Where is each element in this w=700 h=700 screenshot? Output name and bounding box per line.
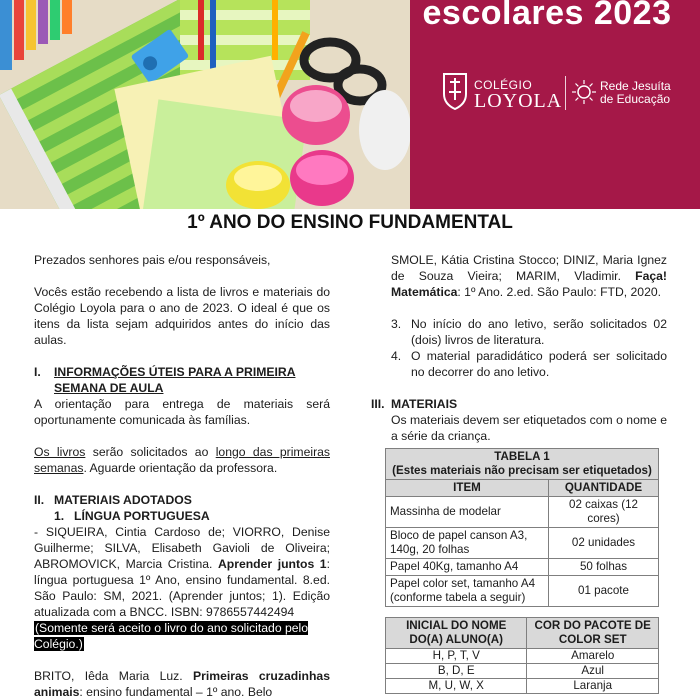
book-2-author: BRITO, Iêda Maria Luz.: [34, 669, 193, 683]
greeting: Prezados senhores pais e/ou responsáveis,: [34, 253, 271, 267]
table-cell-item: Massinha de modelar: [386, 497, 549, 528]
section-2-heading: [34, 492, 330, 508]
books-text: serão solicitados ao: [85, 445, 216, 459]
table-row: [386, 664, 659, 679]
list-item: [391, 316, 667, 348]
section-1-number: I.: [34, 365, 41, 379]
school-crest-icon: [440, 72, 470, 110]
table-2-header-initial: INICIAL DO NOME DO(A) ALUNO(A): [386, 618, 527, 649]
section-3-text: Os materiais devem ser etiquetados com o nome e a série da criança.: [391, 413, 667, 443]
table-2-header-row: [386, 618, 659, 649]
section-3-heading: [371, 396, 667, 412]
section-3-title: MATERIAIS: [391, 397, 458, 411]
table-1-title: TABELA 1: [494, 450, 550, 463]
table-cell-color: Amarelo: [527, 649, 659, 664]
table-1-header-item: ITEM: [386, 480, 549, 497]
teacher-guidance-text: . Aguarde orientação da professora.: [83, 461, 278, 475]
table-1-header-row: [386, 480, 659, 497]
table-cell-initials: B, D, E: [386, 664, 527, 679]
school-label-big: LOYOLA: [474, 90, 563, 112]
book-1-title: Aprender juntos 1: [217, 557, 327, 571]
subsection-1-heading: [34, 508, 330, 524]
list-item-text: No início do ano letivo, serão solicitados 02 (dois) livros de literatura.: [411, 317, 667, 347]
book-1-authors: - SIQUEIRA, Cintia Cardoso de; VIORRO, Denise Guilherme; SILVA, Elisabeth Gavioli de Oliveira; ABROMOVICK, Marcia Cristina.: [34, 525, 330, 571]
list-item-number: 4.: [391, 349, 402, 363]
book-3-authors: SMOLE, Kátia Cristina Stocco; DINIZ, Maria Ignez de Souza Vieira; MARIM, Vladimir.: [391, 253, 667, 283]
network-line-1: Rede Jesuíta: [600, 79, 671, 93]
table-1-subtitle: (Estes materiais não precisam ser etiquetados): [392, 464, 652, 477]
table-cell-color: Azul: [527, 664, 659, 679]
books-underline: Os livros: [34, 445, 86, 459]
logo-divider: [565, 76, 566, 110]
table-1-title-row: [386, 449, 659, 480]
book-2-details: : ensino fundamental – 1º ano. Belo: [79, 685, 273, 699]
table-cell-item: Papel 40Kg, tamanho A4: [386, 559, 549, 576]
subsection-1-title: LÍNGUA PORTUGUESA: [74, 509, 210, 523]
book-3-title: Faça! Matemática: [391, 269, 667, 299]
book-3-details: : 1º Ano. 2.ed. São Paulo: FTD, 2020.: [457, 285, 662, 299]
section-1-title: INFORMAÇÕES ÚTEIS PARA A PRIMEIRA SEMANA DE AULA: [54, 365, 296, 395]
table-cell-initials: H, P, T, V: [386, 649, 527, 664]
book-2-title: Primeiras cruzadinhas animais: [34, 669, 330, 699]
table-1-title-cell: [386, 449, 659, 480]
table-cell-quantity: 02 unidades: [549, 528, 659, 559]
table-cell-quantity: 01 pacote: [549, 576, 659, 607]
book-2-reference: [34, 668, 330, 700]
table-1-header-quantity: QUANTIDADE: [549, 480, 659, 497]
table-row: [386, 497, 659, 528]
section-2-number: II.: [34, 493, 45, 507]
table-row: [386, 576, 659, 607]
table-cell-quantity: 02 caixas (12 cores): [549, 497, 659, 528]
section-2-title: MATERIAIS ADOTADOS: [54, 493, 192, 507]
materials-table-1: [385, 448, 659, 607]
book-1-note-text: (Somente será aceito o livro do ano solicitado pelo Colégio.): [34, 621, 309, 651]
section-1-paragraph-1: A orientação para entrega de materiais será oportunamente comunicada às famílias.: [34, 397, 330, 427]
book-3-reference: [371, 252, 667, 300]
right-column: [371, 252, 667, 694]
table-cell-item: Bloco de papel canson A3, 140g, 20 folhas: [386, 528, 549, 559]
section-1-heading: [34, 364, 330, 396]
table-cell-color: Laranja: [527, 679, 659, 694]
sun-emblem-icon: [572, 80, 596, 104]
left-column: [34, 252, 330, 700]
section-1-paragraph-2: [34, 444, 330, 476]
table-row: [386, 679, 659, 694]
table-2-header-color: COR DO PACOTE DE COLOR SET: [527, 618, 659, 649]
table-row: [386, 528, 659, 559]
subsection-1-number: 1.: [54, 509, 65, 523]
list-item-text: O material paradidático poderá ser solicitado no decorrer do ano letivo.: [411, 349, 667, 379]
page-title: 1º ANO DO ENSINO FUNDAMENTAL: [187, 212, 513, 233]
book-1-details: : língua portuguesa 1º Ano, ensino fundamental. 8.ed. São Paulo: SM, 2021. (Aprender juntos; 1). Edição atualizada com a BNCC. ISBN: 9786557442494: [34, 557, 330, 619]
color-set-table: [385, 617, 659, 694]
table-row: [386, 649, 659, 664]
section-3-number: III.: [371, 397, 385, 411]
book-1-note: [34, 620, 330, 652]
table-cell-quantity: 50 folhas: [549, 559, 659, 576]
book-1-reference: [34, 524, 330, 620]
table-cell-initials: M, U, W, X: [386, 679, 527, 694]
school-logo: [438, 70, 678, 118]
intro-paragraph: Vocês estão recebendo a lista de livros e materiais do Colégio Loyola para o ano de 2023. O ideal é que os itens da lista sejam adquiridos antes do início das aulas.: [34, 285, 330, 347]
school-supplies-photo: [0, 0, 410, 209]
first-weeks-underline: longo das primeiras semanas: [34, 445, 330, 475]
list-item: [391, 348, 667, 380]
header-banner: [0, 0, 700, 209]
network-label: [600, 80, 671, 106]
list-item-number: 3.: [391, 317, 402, 331]
banner-title: escolares 2023: [422, 0, 672, 32]
numbered-list: [371, 316, 667, 380]
network-line-2: de Educação: [600, 92, 671, 106]
table-row: [386, 559, 659, 576]
table-cell-item: Papel color set, tamanho A4 (conforme tabela a seguir): [386, 576, 549, 607]
school-label-small: COLÉGIO: [474, 78, 533, 92]
